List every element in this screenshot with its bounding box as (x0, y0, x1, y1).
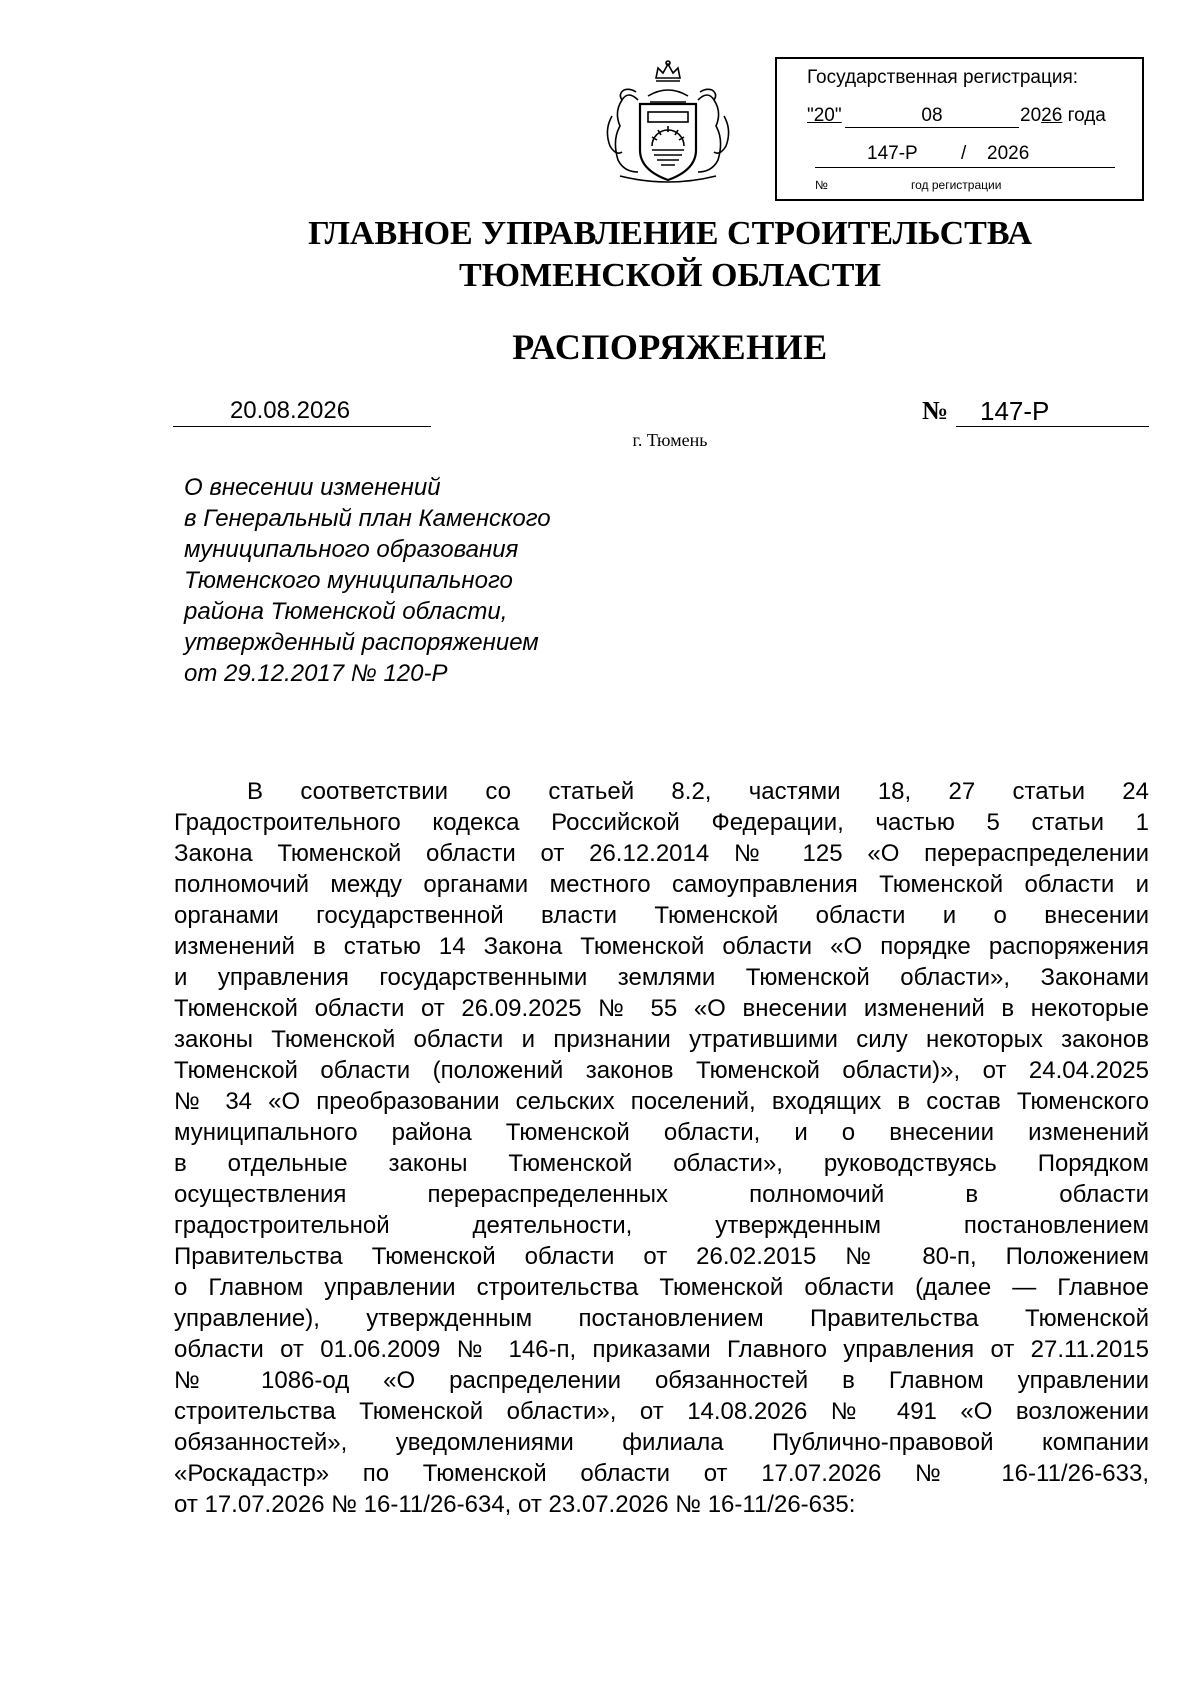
body-line: управление), утвержденным постановлением Правительства Тюменской (174, 1305, 1149, 1332)
subject-line: Тюменского муниципального (184, 567, 513, 594)
registration-month (845, 105, 1019, 128)
body-line: Тюменской области (положений законов Тюменской области)», от 24.04.2025 (174, 1057, 1149, 1084)
body-line: полномочий между органами местного самоуправления Тюменской области и (174, 871, 1149, 898)
document-number: 147-Р (980, 396, 1050, 426)
document-date-field (173, 396, 431, 427)
body-line: «Роскадастр» по Тюменской области от 17.07.2026 № 16-11/26-633, (174, 1460, 1149, 1487)
subject-line: О внесении изменений (184, 474, 441, 501)
body-line: Градостроительного кодекса Российской Федерации, частью 5 статьи 1 (174, 809, 1149, 836)
body-line: № 34 «О преобразовании сельских поселений, входящих в состав Тюменского (174, 1088, 1149, 1115)
body-line: муниципального района Тюменской области, и о внесении изменений (174, 1119, 1149, 1146)
body-line: осуществления перераспределенных полномочий в области (174, 1181, 1149, 1208)
document-date: 20.08.2026 (229, 397, 351, 424)
subject-line: района Тюменской области, (184, 598, 508, 625)
number-sign: № (922, 396, 949, 425)
document-body (174, 776, 1149, 1520)
body-line: в отдельные законы Тюменской области», руководствуясь Порядком (174, 1150, 1149, 1177)
document-number-field (956, 396, 1149, 427)
registration-year-suffix: 26 (1041, 105, 1063, 126)
registration-year (1020, 105, 1106, 127)
registration-year-prefix: 20 (1020, 105, 1042, 126)
organization-name (0, 213, 1200, 297)
body-line: о Главном управлении строительства Тюменской области (далее — Главное (174, 1274, 1149, 1301)
body-line: от 17.07.2026 № 16-11/26-634, от 23.07.2026 № 16-11/26-635: (174, 1491, 856, 1518)
registration-month-value: 08 (921, 105, 943, 126)
body-line: Тюменской области от 26.09.2025 № 55 «О внесении изменений в некоторые (174, 995, 1149, 1022)
registration-caption-year: год регистрации (911, 178, 1002, 192)
body-line: градостроительной деятельности, утвержденным постановлением (174, 1212, 1149, 1239)
body-line: и управления государственными землями Тюменской области», Законами (174, 964, 1149, 991)
registration-stamp (775, 57, 1144, 201)
registration-reg-year: 2026 (987, 143, 1030, 164)
registration-number-line (815, 143, 1115, 168)
body-line: законы Тюменской области и признании утратившими силу некоторых законов (174, 1026, 1149, 1053)
body-line: В соответствии со статьей 8.2, частями 18, 27 статьи 24 (247, 778, 1149, 805)
body-line: обязанностей», уведомлениями филиала Публично-правовой компании (174, 1429, 1149, 1456)
document-subject (184, 472, 664, 689)
body-line: области от 01.06.2009 № 146-п, приказами Главного управления от 27.11.2015 (174, 1336, 1149, 1363)
body-line: органами государственной власти Тюменской области и о внесении (174, 902, 1149, 929)
coat-of-arms-icon (600, 60, 736, 188)
registration-number: 147-Р (867, 143, 918, 164)
subject-line: в Генеральный план Каменского (184, 505, 551, 532)
registration-day: "20" (807, 105, 842, 126)
body-line: Закона Тюменской области от 26.12.2014 № 125 «О перераспределении (174, 840, 1149, 867)
registration-caption-number: № (815, 178, 828, 192)
registration-title: Государственная регистрация: (807, 67, 1079, 88)
body-line: Правительства Тюменской области от 26.02.2015 № 80-п, Положением (174, 1243, 1149, 1270)
body-line: строительства Тюменской области», от 14.08.2026 № 491 «О возложении (174, 1398, 1149, 1425)
subject-line: утвержденный распоряжением (184, 629, 539, 656)
subject-line: муниципального образования (184, 536, 519, 563)
subject-line: от 29.12.2017 № 120-Р (184, 660, 448, 687)
body-line: изменений в статью 14 Закона Тюменской области «О порядке распоряжения (174, 933, 1149, 960)
document-type: РАСПОРЯЖЕНИЕ (512, 327, 828, 367)
organization-line-1: ГЛАВНОЕ УПРАВЛЕНИЕ СТРОИТЕЛЬСТВА (308, 215, 1032, 252)
organization-line-2: ТЮМЕНСКОЙ ОБЛАСТИ (459, 257, 881, 294)
registration-year-word: года (1067, 105, 1106, 126)
document-city: г. Тюмень (632, 430, 708, 450)
body-line: № 1086-од «О распределении обязанностей в Главном управлении (174, 1367, 1149, 1394)
registration-date (807, 105, 1127, 131)
registration-separator: / (961, 143, 967, 164)
